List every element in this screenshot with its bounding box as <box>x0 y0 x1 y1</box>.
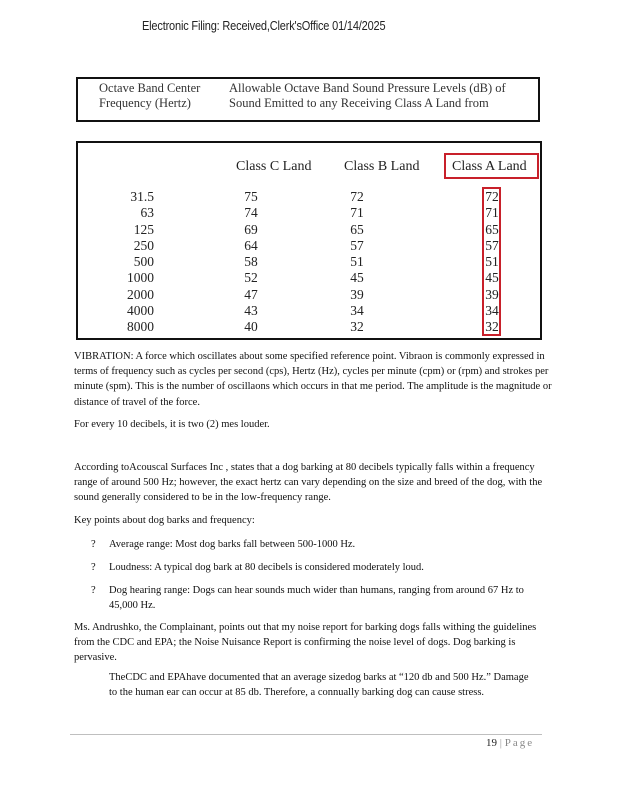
bullet-marker: ? <box>91 562 96 573</box>
table-cell: 40 <box>244 319 258 335</box>
table-cell: 51 <box>350 254 364 270</box>
class-b-column <box>344 189 370 336</box>
complainant-paragraph: Ms. Andrushko, the Complainant, points out that my noise report for barking dogs falls withing the guidelines from the CDC and EPA; the Noise Nuisance Report is confirming the noise level of dogs. Dog barking is pervasive. <box>74 622 537 664</box>
class-c-column <box>238 189 264 336</box>
table-cell: 57 <box>485 237 499 253</box>
bullet-marker: ? <box>91 585 96 596</box>
filing-stamp: Electronic Filing: Received,Clerk'sOffice 01/14/2025 <box>142 19 386 33</box>
table-cell: 31.5 <box>130 189 154 204</box>
table-cell: 72 <box>350 189 364 204</box>
bullet-text: Average range: Most dog barks fall between 500-1000 Hz. <box>109 539 356 550</box>
table-cell: 250 <box>133 237 154 253</box>
page-number <box>486 737 534 749</box>
bullet-text: Loudness: A typical dog bark at 80 decibels is considered moderately loud. <box>109 562 424 573</box>
table-cell: 34 <box>485 303 499 319</box>
header-table <box>76 77 540 122</box>
table-cell: 69 <box>244 221 258 237</box>
table-cell: 45 <box>350 270 364 286</box>
table-cell: 8000 <box>127 319 154 335</box>
bullet-marker: ? <box>91 539 96 550</box>
table-cell: 39 <box>485 286 499 302</box>
sound-level-table <box>76 141 542 340</box>
bullet-text: Dog hearing range: Dogs can hear sounds much wider than humans, ranging from around 67 Hz to 45,000 Hz. <box>109 585 524 611</box>
decibels-paragraph: For every 10 decibels, it is two (2) mes louder. <box>74 419 270 430</box>
frequency-column <box>104 189 154 336</box>
table-cell: 71 <box>485 205 499 221</box>
page-number-separator: | <box>499 737 502 749</box>
table-cell: 1000 <box>127 270 154 286</box>
table-cell: 47 <box>244 286 258 302</box>
table-cell: 65 <box>485 221 499 237</box>
table-cell: 64 <box>244 237 258 253</box>
footer-divider <box>70 734 542 735</box>
table-cell: 51 <box>485 254 499 270</box>
table-cell: 500 <box>133 254 154 270</box>
column-header-class-a: Class A Land <box>452 159 527 174</box>
table-cell: 32 <box>485 319 499 335</box>
cdc-quote-paragraph: TheCDC and EPAhave documented that an average sizedog barks at “120 db and 500 Hz.” Damage to the human ear can occur at 85 db. Therefore, a connually barking dog can cause stress. <box>109 672 529 699</box>
table-cell: 43 <box>244 303 258 319</box>
key-points-intro: Key points about dog barks and frequency: <box>74 515 255 526</box>
page-number-value: 19 <box>486 737 497 749</box>
table-cell: 2000 <box>127 286 154 302</box>
table-cell: 32 <box>350 319 364 335</box>
column-header-class-b: Class B Land <box>344 159 420 174</box>
table-cell: 71 <box>350 205 364 221</box>
table-cell: 45 <box>485 270 499 286</box>
acoustical-paragraph: According toAcouscal Surfaces Inc , states that a dog barking at 80 decibels typically falls within a frequency range of around 500 Hz; however, the exact hertz can vary depending on the size and breed of the dog, with the sound generally considered to be in the low-frequency range. <box>74 462 543 504</box>
vibration-paragraph: VIBRATION: A force which oscillates about some specified reference point. Vibraon is commonly expressed in terms of frequency such as cycles per second (cps), Hertz (Hz), cycles per minute (cpm) or (rpm) and strokes per minute (spm). This is the number of oscillaons which occurs in that me period. The amplitude is the magnitude or distance of travel of the force. <box>74 351 552 408</box>
table-cell: 57 <box>350 237 364 253</box>
page-label: Page <box>504 737 535 749</box>
class-a-column <box>479 189 505 336</box>
table-cell: 125 <box>133 221 154 237</box>
allowable-levels-header: Allowable Octave Band Sound Pressure Levels (dB) of Sound Emitted to any Receiving Class A Land from <box>229 81 506 110</box>
table-cell: 39 <box>350 286 364 302</box>
table-cell: 34 <box>350 303 364 319</box>
table-cell: 72 <box>485 189 499 204</box>
table-cell: 63 <box>140 205 154 221</box>
column-header-class-c: Class C Land <box>236 159 312 174</box>
table-cell: 75 <box>244 189 258 204</box>
frequency-header: Octave Band Center Frequency (Hertz) <box>99 81 201 110</box>
table-cell: 52 <box>244 270 258 286</box>
table-cell: 65 <box>350 221 364 237</box>
table-cell: 58 <box>244 254 258 270</box>
table-cell: 4000 <box>127 303 154 319</box>
table-cell: 74 <box>244 205 258 221</box>
